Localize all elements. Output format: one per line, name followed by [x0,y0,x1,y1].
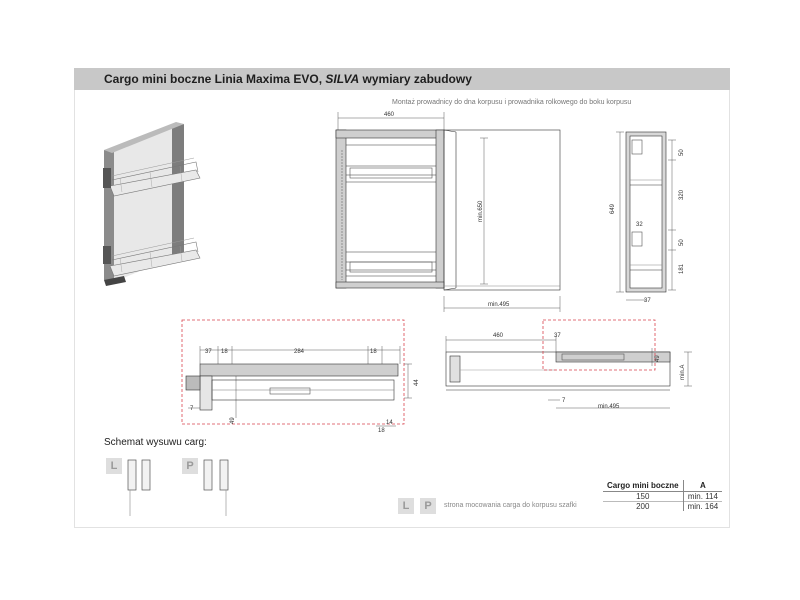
side-total-height: 649 [610,203,616,214]
title-suffix: wymiary zabudowy [362,72,472,86]
plan-detail-frame [543,320,655,370]
schemat-label: Schemat wysuwu carg: [104,437,207,448]
strona-tag-p: P [420,498,436,514]
plan-minA: min.A [680,364,686,380]
front-width-label: 460 [384,112,395,118]
product-illustration [103,122,200,286]
schemat-tag-right: P [182,458,198,474]
title-main: Cargo mini boczne Linia Maxima EVO, [104,72,323,86]
cargo-col2: A [683,480,722,492]
table-row [603,502,722,512]
cargo-col1: Cargo mini boczne [603,480,683,492]
front-height-label: min.650 [478,200,484,222]
mounting-note: Montaż prowadnicy do dna korpusu i prowadnika rolkowego do boku korpusu [392,99,632,106]
detail-49: 49 [230,417,236,424]
side-seg2: 320 [679,189,685,200]
plan-depth: min.495 [598,404,620,410]
cargo-size: 200 [603,502,683,512]
detail-18b: 18 [370,349,377,355]
top-detail [186,346,412,426]
detail-18c: 18 [378,428,385,434]
side-offset: 32 [636,222,643,228]
side-bottom: 37 [644,298,651,304]
schemat-tag-left: L [106,458,122,474]
cargo-a: min. 164 [683,502,722,512]
cargo-header [603,480,722,492]
top-view [446,336,692,408]
side-seg3: 50 [679,239,685,246]
strona-label: strona mocowania carga do korpusu szafki [444,502,577,509]
front-view [336,112,560,312]
detail-44: 44 [414,379,420,386]
front-depth-label: min.495 [488,302,510,308]
side-seg1: 50 [679,149,685,156]
detail-284: 284 [294,349,305,355]
detail-14: 14 [386,420,393,426]
strona-tag-l: L [398,498,414,514]
side-seg4: 181 [679,263,685,274]
cargo-a: min. 114 [683,492,722,502]
cargo-size: 150 [636,492,650,501]
detail-7: 7 [190,406,194,412]
plan-width: 460 [493,333,504,339]
cargo-table [603,480,722,511]
title-italic: SILVA [325,72,360,86]
plan-7: 7 [562,398,566,404]
plan-49: 49 [655,355,661,362]
side-view [616,132,676,300]
detail-37: 37 [205,349,212,355]
table-row [603,492,722,502]
schemat-icons [128,460,228,516]
plan-37: 37 [554,333,561,339]
detail-18a: 18 [221,349,228,355]
